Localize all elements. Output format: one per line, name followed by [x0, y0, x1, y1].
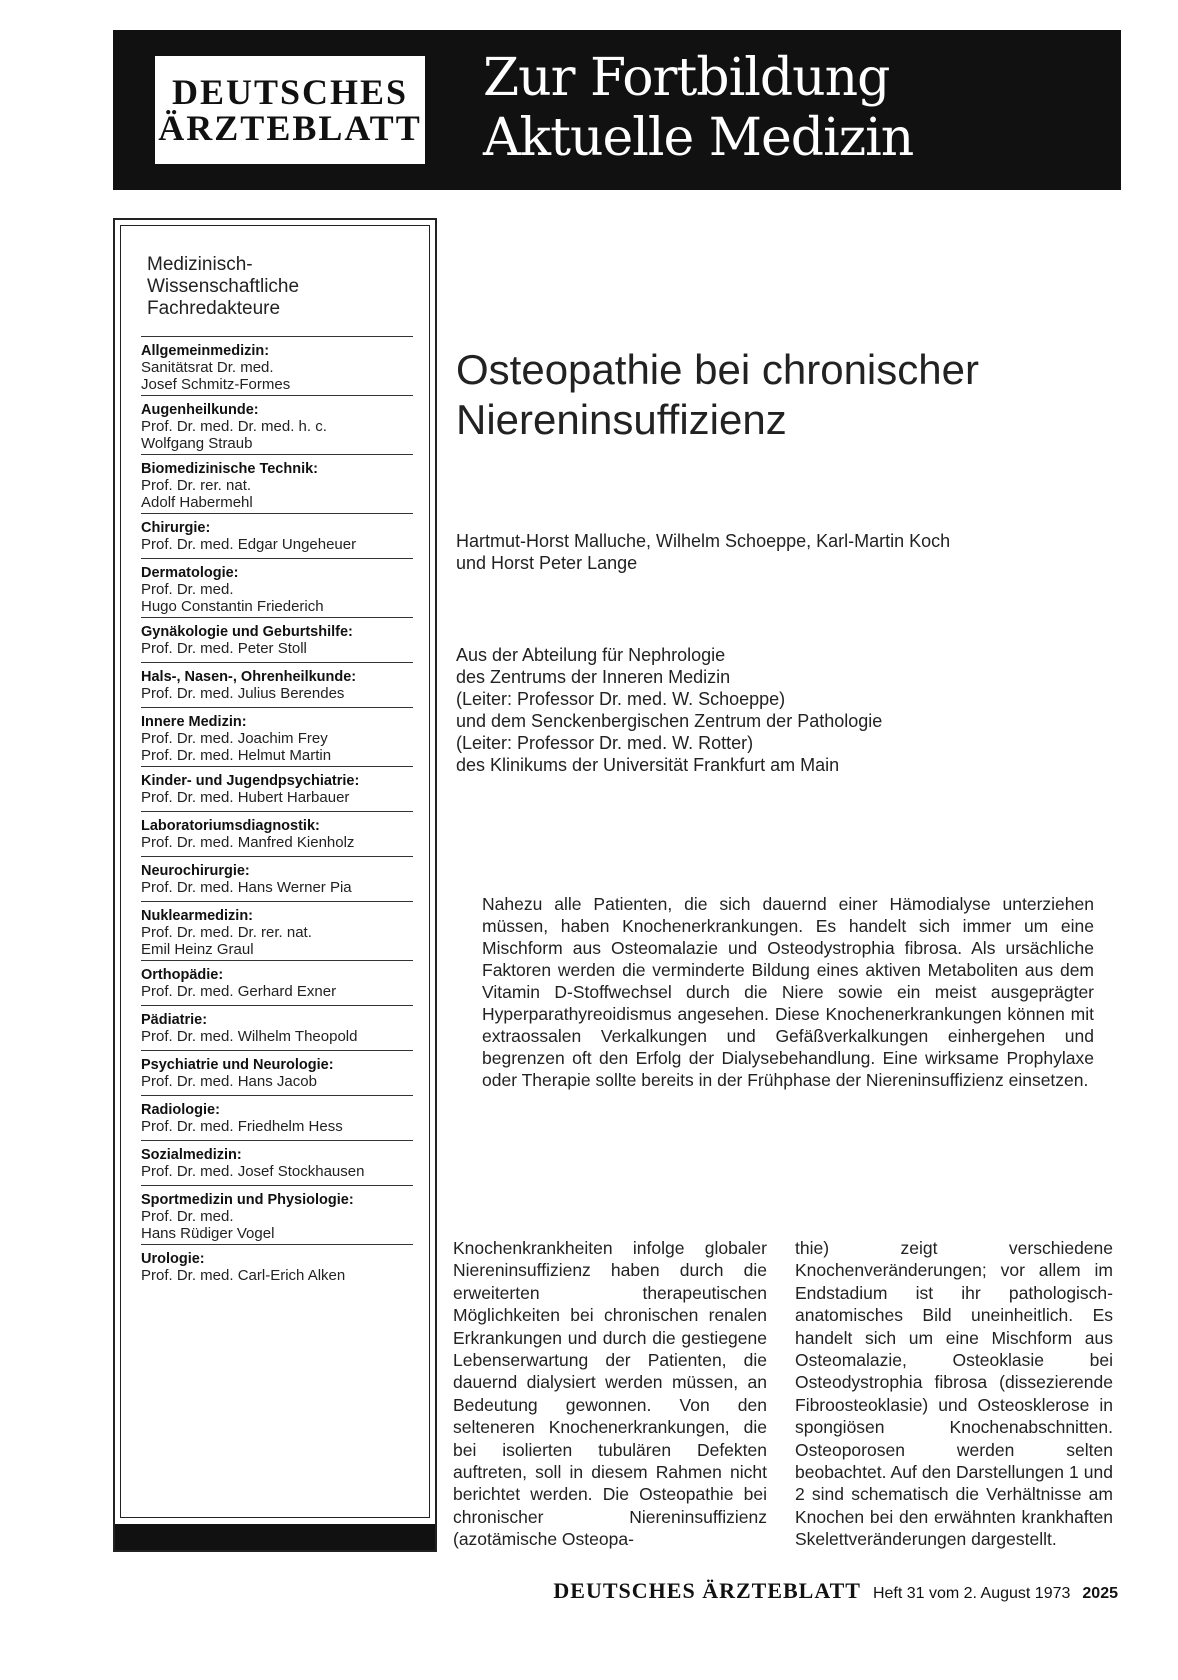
sidebar-footer-bar — [115, 1524, 435, 1550]
editor-section — [141, 1005, 413, 1050]
article-title — [456, 345, 1096, 445]
editor-name: Sanitätsrat Dr. med. — [141, 359, 274, 376]
editor-section — [141, 617, 413, 662]
body-column-left: Knochenkrankheiten infolge globaler Niereninsuffizienz haben durch die erweiterten therapeutischen Möglichkeiten bei chronischen renalen Erkrankungen und durch die gestiegene Lebenserwartung der Patienten, die dauernd dialysiert werden müssen, an Bedeutung gewonnen. Von den selteneren Knochenerkrankungen, die bei isolierten tubulären Defekten auftreten, soll in diesem Rahmen nicht berichtet werden. Die Osteopathie bei chronischer Niereninsuffizienz (azotämische Osteopa- — [453, 1238, 767, 1550]
editor-name: Wolfgang Straub — [141, 435, 253, 452]
editors-heading — [147, 254, 407, 320]
footer-issue: Heft 31 vom 2. August 1973 — [872, 1585, 1071, 1602]
logo-line-1: DEUTSCHES — [171, 72, 409, 112]
editors-frame — [120, 225, 430, 1518]
editor-section — [141, 395, 413, 454]
article-title-line-2: Niereninsuffizienz — [456, 396, 787, 443]
page-number: 2025 — [1082, 1585, 1118, 1602]
affiliation-line: Aus der Abteilung für Nephrologie — [456, 645, 726, 665]
editor-name: Prof. Dr. med. Edgar Ungeheuer — [141, 536, 357, 553]
editor-section — [141, 1244, 413, 1289]
editor-section — [141, 707, 413, 766]
affiliation-line: des Klinikums der Universität Frankfurt am Main — [456, 755, 840, 775]
editors-list — [141, 336, 413, 1289]
editor-subject: Biomedizinische Technik: — [141, 461, 318, 477]
editor-name: Prof. Dr. med. Joachim Frey — [141, 730, 328, 747]
journal-logo — [155, 56, 425, 164]
editor-section — [141, 901, 413, 960]
editors-heading-line: Wissenschaftliche — [147, 276, 300, 297]
editor-name: Prof. Dr. med. Dr. med. h. c. — [141, 418, 327, 435]
editor-section — [141, 454, 413, 513]
editor-subject: Augenheilkunde: — [141, 402, 259, 418]
editor-subject: Pädiatrie: — [141, 1012, 208, 1028]
editor-name: Josef Schmitz-Formes — [141, 376, 291, 393]
editor-name: Prof. Dr. med. Helmut Martin — [141, 747, 332, 764]
editor-name: Prof. Dr. med. Gerhard Exner — [141, 983, 337, 1000]
page-footer — [488, 1578, 1118, 1606]
affiliation-line: (Leiter: Professor Dr. med. W. Schoeppe) — [456, 689, 786, 709]
section-title — [483, 48, 1103, 168]
article-affiliation — [456, 644, 1076, 776]
affiliation-line: des Zentrums der Inneren Medizin — [456, 667, 731, 687]
editor-name: Prof. Dr. med. Julius Berendes — [141, 685, 345, 702]
editor-subject: Kinder- und Jugendpsychiatrie: — [141, 773, 360, 789]
editors-heading-line: Medizinisch- — [147, 254, 253, 275]
editor-subject: Radiologie: — [141, 1102, 220, 1118]
editor-subject: Allgemeinmedizin: — [141, 343, 270, 359]
editor-name: Adolf Habermehl — [141, 494, 253, 511]
footer-journal-name: DEUTSCHES ÄRZTEBLATT — [553, 1578, 861, 1603]
affiliation-line: und dem Senckenbergischen Zentrum der Pathologie — [456, 711, 883, 731]
editor-section — [141, 960, 413, 1005]
editor-section — [141, 856, 413, 901]
editors-sidebar — [113, 218, 437, 1552]
editor-section — [141, 811, 413, 856]
section-title-line-1: Zur Fortbildung — [483, 48, 890, 108]
editor-subject: Dermatologie: — [141, 565, 239, 581]
editor-name: Prof. Dr. rer. nat. — [141, 477, 252, 494]
editor-name: Prof. Dr. med. Hubert Harbauer — [141, 789, 350, 806]
editor-section — [141, 1095, 413, 1140]
logo-line-2: ÄRZTEBLATT — [158, 108, 422, 148]
editors-heading-line: Fachredakteure — [147, 298, 281, 319]
section-title-line-2: Aktuelle Medizin — [483, 108, 914, 168]
editor-subject: Orthopädie: — [141, 967, 224, 983]
editor-section — [141, 662, 413, 707]
authors-line-2: und Horst Peter Lange — [456, 553, 638, 573]
editor-name: Emil Heinz Graul — [141, 941, 254, 958]
editor-section — [141, 1185, 413, 1244]
editor-section — [141, 1140, 413, 1185]
article-abstract: Nahezu alle Patienten, die sich dauernd einer Hämodialyse unterziehen müssen, haben Knochenerkrankungen. Es handelt sich immer um eine Mischform aus Osteomalazie und Osteodystrophia fibrosa. Als ursächliche Faktoren werden die verminderte Bildung eines aktiven Metaboliten aus dem Vitamin D-Stoffwechsel durch die Niere sowie ein meist ausgeprägter Hyperparathyreoidismus angesehen. Diese Knochenerkrankungen können mit extraossalen Verkalkungen und Gefäßverkalkungen einhergehen und begrenzen oft den Erfolg der Dialysebehandlung. Eine wirksame Prophylaxe oder Therapie sollte bereits in der Frühphase der Niereninsuffizienz einsetzen. — [482, 894, 1094, 1090]
editor-subject: Nuklearmedizin: — [141, 908, 253, 924]
editor-name: Prof. Dr. med. Manfred Kienholz — [141, 834, 355, 851]
body-column-right: thie) zeigt verschiedene Knochenveränderungen; vor allem im Endstadium ist ihr pathologisch-anatomisches Bild uneinheitlich. Es handelt sich um eine Mischform aus Osteomalazie, Osteoklasie bei Osteodystrophia fibrosa (dissezierende Fibroosteoklasie) und Osteosklerose in spongiösen Knochenabschnitten. Osteoporosen werden selten beobachtet. Auf den Darstellungen 1 und 2 sind schematisch die Verhältnisse am Knochen bei den erwähnten krankhaften Skelettveränderungen dargestellt. — [795, 1238, 1113, 1550]
editor-section — [141, 766, 413, 811]
editor-section — [141, 558, 413, 617]
article-title-line-1: Osteopathie bei chronischer — [456, 346, 979, 393]
editor-subject: Psychiatrie und Neurologie: — [141, 1057, 334, 1073]
journal-header — [113, 30, 1121, 190]
authors-line-1: Hartmut-Horst Malluche, Wilhelm Schoeppe, Karl-Martin Koch — [456, 531, 951, 551]
editor-name: Prof. Dr. med. Hans Jacob — [141, 1073, 317, 1090]
editor-name: Hans Rüdiger Vogel — [141, 1225, 275, 1242]
editor-name: Prof. Dr. med. Wilhelm Theopold — [141, 1028, 358, 1045]
editor-name: Prof. Dr. med. Dr. rer. nat. — [141, 924, 312, 941]
editor-name: Prof. Dr. med. Friedhelm Hess — [141, 1118, 343, 1135]
article-authors — [456, 530, 1076, 574]
editor-subject: Sportmedizin und Physiologie: — [141, 1192, 354, 1208]
editor-section — [141, 336, 413, 395]
editor-subject: Laboratoriumsdiagnostik: — [141, 818, 320, 834]
affiliation-line: (Leiter: Professor Dr. med. W. Rotter) — [456, 733, 754, 753]
editor-section — [141, 1050, 413, 1095]
editor-name: Prof. Dr. med. Peter Stoll — [141, 640, 307, 657]
editor-name: Prof. Dr. med. — [141, 1208, 234, 1225]
editor-subject: Gynäkologie und Geburtshilfe: — [141, 624, 353, 640]
editor-section — [141, 513, 413, 558]
editor-name: Prof. Dr. med. Hans Werner Pia — [141, 879, 352, 896]
editor-name: Hugo Constantin Friederich — [141, 598, 324, 615]
editor-name: Prof. Dr. med. Carl-Erich Alken — [141, 1267, 346, 1284]
editor-subject: Sozialmedizin: — [141, 1147, 242, 1163]
editor-name: Prof. Dr. med. — [141, 581, 234, 598]
editor-subject: Hals-, Nasen-, Ohrenheilkunde: — [141, 669, 357, 685]
editor-subject: Neurochirurgie: — [141, 863, 250, 879]
editor-name: Prof. Dr. med. Josef Stockhausen — [141, 1163, 365, 1180]
editor-subject: Innere Medizin: — [141, 714, 247, 730]
editor-subject: Chirurgie: — [141, 520, 211, 536]
editor-subject: Urologie: — [141, 1251, 205, 1267]
